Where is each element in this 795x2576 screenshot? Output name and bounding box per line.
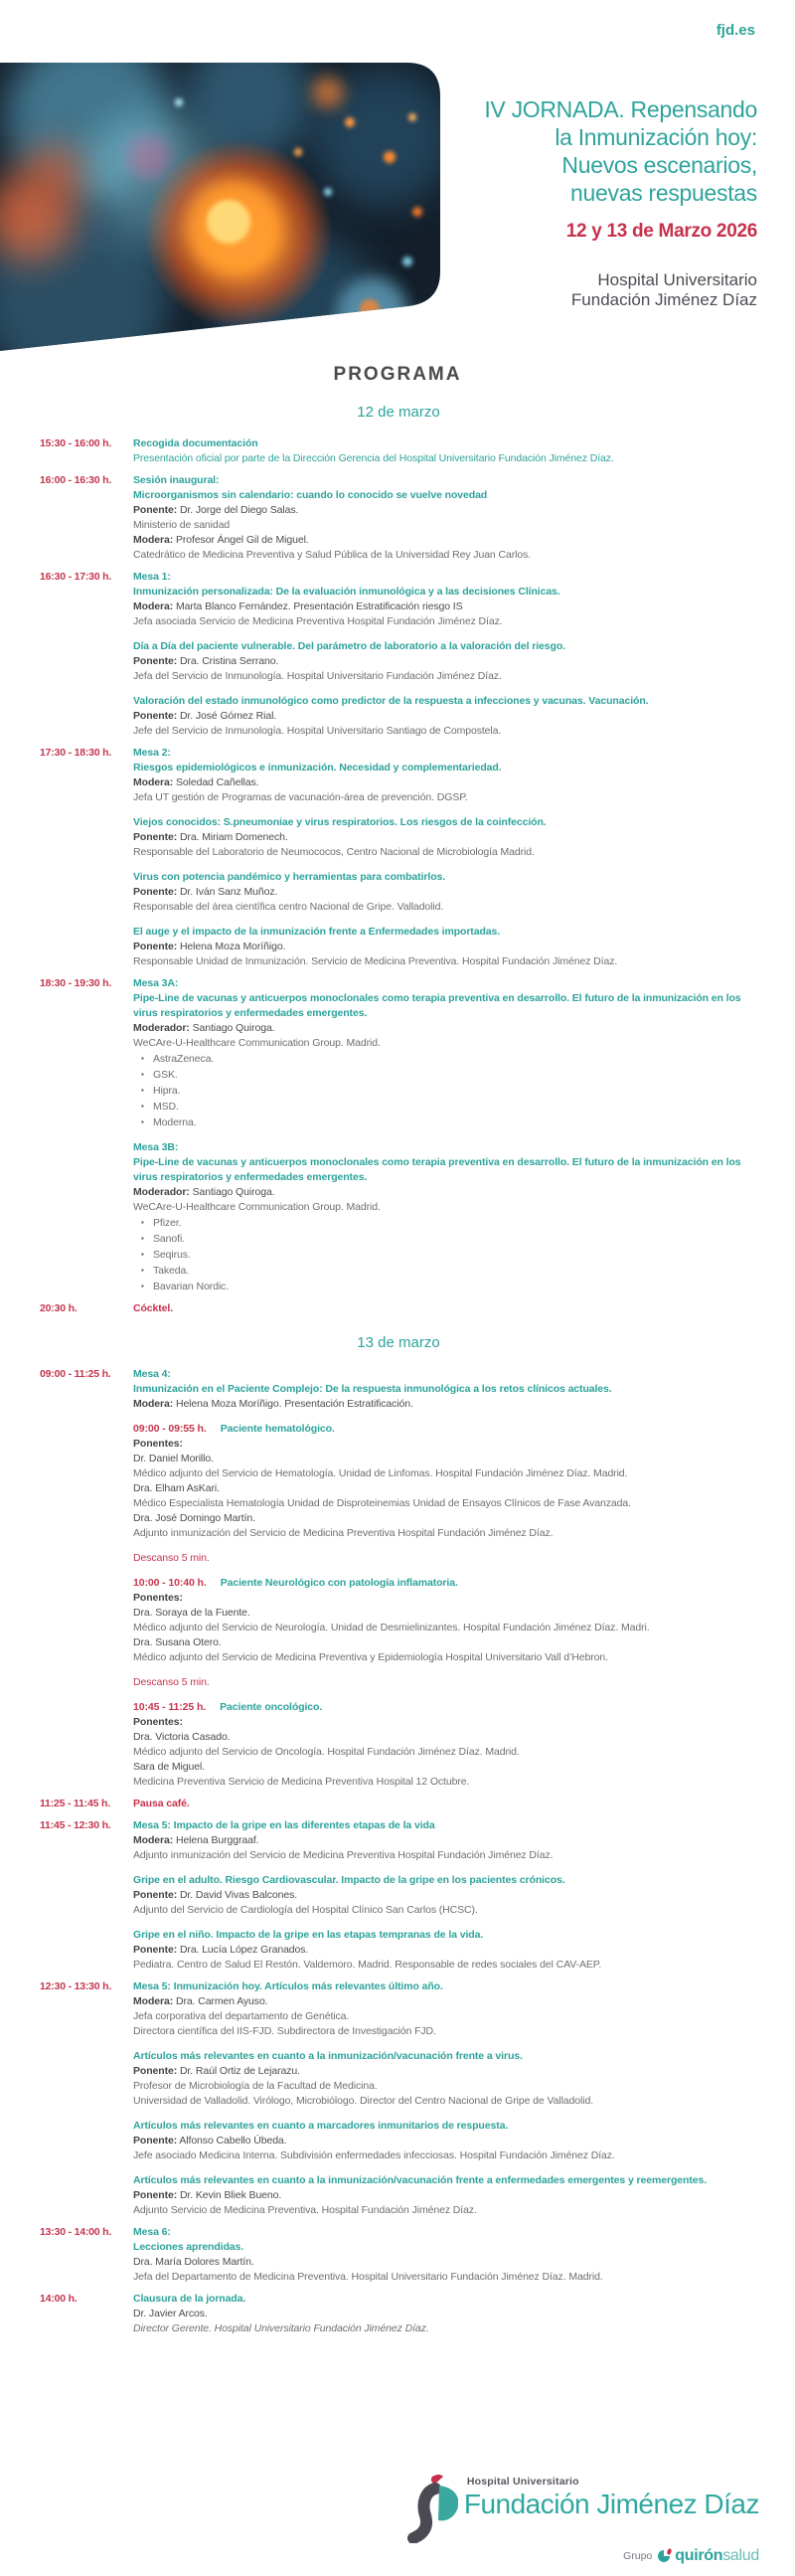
speaker-role-label: Ponente:	[133, 886, 178, 898]
session-row	[40, 2292, 757, 2336]
speaker-role-label: Moderador:	[133, 1022, 190, 1034]
affiliation-line: Médico adjunto del Servicio de Hematología. Unidad de Linfomas. Hospital Fundación Jiménez Díaz. Madrid.	[133, 1467, 628, 1479]
session-content	[133, 570, 757, 739]
speaker-role-label: Ponente:	[133, 2135, 178, 2147]
affiliation-line: Medicina Preventiva Servicio de Medicina Preventiva Hospital 12 Octubre.	[133, 1776, 470, 1788]
sponsor-name: Pfizer.	[153, 1217, 182, 1229]
affiliation-line: Jefa del Servicio de Inmunología. Hospital Universitario Fundación Jiménez Díaz.	[133, 670, 502, 682]
session-topic: Mesa 5: Inmunización hoy. Artículos más relevantes último año.	[133, 1980, 443, 1992]
session-content	[133, 1818, 757, 1973]
session-time: 14:00 h.	[40, 2293, 78, 2305]
speaker-name: Dr. Javier Arcos.	[133, 2308, 208, 2319]
session-time: 13:30 - 14:00 h.	[40, 2226, 112, 2238]
session-topic: Lecciones aprendidas.	[133, 2241, 244, 2253]
sponsor-name: Takeda.	[153, 1265, 190, 1277]
program-heading: PROGRAMA	[333, 364, 462, 385]
sub-session	[133, 1422, 757, 1437]
affiliation-line: Médico adjunto del Servicio de Oncología. Hospital Fundación Jiménez Díaz. Madrid.	[133, 1746, 520, 1758]
bullet-icon: ▪	[141, 1117, 144, 1126]
group-brand-bold: quirón	[675, 2547, 723, 2564]
organizer-line-1: Hospital Universitario	[597, 270, 757, 289]
affiliation-line: Adjunto inmunización del Servicio de Medicina Preventiva Hospital Fundación Jiménez Díaz.	[133, 1527, 554, 1539]
session-row	[40, 1301, 757, 1316]
sponsor-bullet	[133, 1051, 757, 1067]
session-topic: Inmunización personalizada: De la evaluación inmunológica y a las decisiones Clínicas.	[133, 586, 560, 598]
session-row	[40, 1367, 757, 1790]
event-header	[419, 95, 757, 310]
speaker-name: Dra. José Domingo Martín.	[133, 1512, 255, 1524]
session-row	[40, 570, 757, 739]
session-content	[133, 473, 757, 563]
bullet-icon: ▪	[141, 1218, 144, 1227]
affiliation-line: Adjunto del Servicio de Cardiología del Hospital Clínico San Carlos (HCSC).	[133, 1904, 478, 1916]
speaker-role-label: Ponente:	[133, 504, 178, 516]
sponsor-bullet	[133, 1099, 757, 1115]
title-line-1: IV JORNADA. Repensando	[484, 96, 757, 122]
session-topic: Viejos conocidos: S.pneumoniae y virus respiratorios. Los riesgos de la coinfección.	[133, 816, 547, 828]
footer	[402, 2472, 759, 2565]
speaker-line: Ponente: Dr. Jorge del Diego Salas.	[133, 504, 299, 516]
bullet-icon: ▪	[141, 1070, 144, 1079]
speaker-line: Ponente: Dr. David Vivas Balcones.	[133, 1889, 298, 1901]
speaker-role-label: Modera:	[133, 776, 174, 788]
sponsor-bullet	[133, 1231, 757, 1247]
speaker-line: Moderador: Santiago Quiroga.	[133, 1022, 275, 1034]
session-topic: Inmunización en el Paciente Complejo: De la respuesta inmunológica a los retos clínicos actuales.	[133, 1383, 612, 1395]
session-row	[40, 1979, 757, 2218]
affiliation-line: Director Gerente. Hospital Universitario Fundación Jiménez Díaz.	[133, 2322, 429, 2334]
session-topic: Mesa 5: Impacto de la gripe en las diferentes etapas de la vida	[133, 1819, 435, 1831]
session-topic: Gripe en el adulto. Riesgo Cardiovascular. Impacto de la gripe en los pacientes crónicos.	[133, 1874, 565, 1886]
bullet-icon: ▪	[141, 1234, 144, 1243]
title-line-4: nuevas respuestas	[570, 180, 757, 206]
event-title	[419, 95, 757, 207]
session-time: 09:00 - 11:25 h.	[40, 1368, 111, 1380]
speaker-line: Ponente: Helena Moza Moríñigo.	[133, 941, 286, 952]
sponsor-name: MSD.	[153, 1101, 179, 1113]
speaker-line: Ponente: Dr. Iván Sanz Muñoz.	[133, 886, 278, 898]
header	[0, 0, 795, 350]
affiliation-line: Directora científica del IIS-FJD. Subdirectora de Investigación FJD.	[133, 2025, 436, 2037]
session-topic: Sesión inaugural:	[133, 474, 220, 486]
fjd-logo-icon	[402, 2472, 458, 2543]
session-topic: Riesgos epidemiológicos e inmunización. Necesidad y complementariedad.	[133, 762, 502, 773]
sub-session	[133, 1576, 757, 1591]
affiliation-line: Catedrático de Medicina Preventiva y Salud Pública de la Universidad Rey Juan Carlos.	[133, 549, 532, 561]
session-title-red: Cócktel.	[133, 1302, 174, 1314]
session-topic: Mesa 1:	[133, 571, 171, 583]
ponentes-label: Ponentes:	[133, 1716, 183, 1728]
ponentes-label: Ponentes:	[133, 1438, 183, 1450]
group-brand	[623, 2547, 759, 2565]
title-line-2: la Inmunización hoy:	[555, 124, 757, 150]
speaker-role-label: Ponente:	[133, 2189, 178, 2201]
affiliation-line: Jefa UT gestión de Programas de vacunación-área de prevención. DGSP.	[133, 791, 468, 803]
session-topic: Microorganismos sin calendario: cuando lo conocido se vuelve novedad	[133, 489, 488, 501]
sub-session-title: Paciente oncológico.	[220, 1701, 323, 1713]
footer-logo-top: Hospital Universitario	[466, 2476, 579, 2488]
sponsor-name: Bavarian Nordic.	[153, 1281, 230, 1292]
sub-session-title: Paciente hematológico.	[220, 1423, 335, 1435]
session-topic: Pipe-Line de vacunas y anticuerpos monoclonales como terapia preventiva en desarrollo. El futuro de la inmunización en los virus respiratorios y enfermedades emergentes.	[133, 1156, 741, 1183]
affiliation-line: WeCAre-U-Healthcare Communication Group. Madrid.	[133, 1201, 381, 1213]
group-brand-light: salud	[722, 2547, 759, 2564]
affiliation-line: Jefa asociada Servicio de Medicina Preventiva Hospital Fundación Jiménez Díaz.	[133, 615, 503, 627]
speaker-role-label: Ponente:	[133, 710, 178, 722]
speaker-name: Dra. María Dolores Martín.	[133, 2256, 254, 2268]
speaker-line: Modera: Helena Burggraaf.	[133, 1834, 259, 1846]
session-content	[133, 1979, 757, 2218]
sub-session-title: Paciente Neurológico con patología inflamatoria.	[220, 1577, 458, 1589]
sponsor-bullet	[133, 1263, 757, 1279]
session-row	[40, 746, 757, 969]
session-topic: El auge y el impacto de la inmunización frente a Enfermedades importadas.	[133, 926, 501, 938]
speaker-line: Ponente: Dr. Kevin Bliek Bueno.	[133, 2189, 282, 2201]
session-row	[40, 436, 757, 466]
affiliation-line: Jefe asociado Medicina Interna. Subdivisión enfermedades infecciosas. Hospital Fundación Jiménez Díaz.	[133, 2149, 615, 2161]
session-content	[133, 1367, 757, 1790]
sponsor-name: AstraZeneca.	[153, 1053, 215, 1065]
sponsor-bullet	[133, 1083, 757, 1099]
speaker-line: Ponente: Alfonso Cabello Úbeda.	[133, 2135, 287, 2147]
bullet-icon: ▪	[141, 1102, 144, 1111]
bullet-icon: ▪	[141, 1054, 144, 1063]
session-content	[133, 746, 757, 969]
bullet-icon: ▪	[141, 1266, 144, 1275]
session-content	[133, 1301, 757, 1316]
speaker-role-label: Ponente:	[133, 1944, 178, 1956]
bullet-icon: ▪	[141, 1282, 144, 1290]
session-row	[40, 2225, 757, 2285]
session-time: 17:30 - 18:30 h.	[40, 747, 112, 759]
affiliation-line: Profesor de Microbiología de la Facultad de Medicina.	[133, 2080, 378, 2092]
sponsor-name: Sanofi.	[153, 1233, 185, 1245]
session-content	[133, 976, 757, 1294]
session-time: 11:25 - 11:45 h.	[40, 1798, 110, 1809]
speaker-line: Ponente: Dr. Raúl Ortiz de Lejarazu.	[133, 2065, 300, 2077]
session-topic: Artículos más relevantes en cuanto a la inmunización/vacunación frente a virus.	[133, 2050, 523, 2062]
session-topic: Mesa 3A:	[133, 977, 179, 989]
speaker-name: Dra. Soraya de la Fuente.	[133, 1607, 250, 1619]
session-topic: Mesa 2:	[133, 747, 171, 759]
session-description: Presentación oficial por parte de la Dirección Gerencia del Hospital Universitario Fundación Jiménez Díaz.	[133, 452, 614, 464]
quironsalud-logo-icon	[658, 2548, 673, 2564]
speaker-line: Modera: Profesor Ángel Gil de Miguel.	[133, 534, 309, 546]
speaker-line: Modera: Dra. Carmen Ayuso.	[133, 1995, 268, 2007]
session-topic: Valoración del estado inmunológico como predictor de la respuesta a infecciones y vacunas. Vacunación.	[133, 695, 649, 707]
affiliation-line: Médico adjunto del Servicio de Medicina Preventiva y Epidemiología Hospital Universitario Vall d’Hebron.	[133, 1651, 608, 1663]
session-title-red: Pausa café.	[133, 1798, 190, 1809]
speaker-role-label: Modera:	[133, 1398, 174, 1410]
speaker-role-label: Ponente:	[133, 2065, 178, 2077]
day-heading: 13 de marzo	[357, 1334, 440, 1351]
title-line-3: Nuevos escenarios,	[561, 152, 757, 178]
affiliation-line: Responsable del Laboratorio de Neumococos, Centro Nacional de Microbiología Madrid.	[133, 846, 535, 858]
sponsor-bullet	[133, 1115, 757, 1130]
program-schedule	[0, 404, 795, 2336]
sub-session-time: 10:00 - 10:40 h.	[133, 1577, 207, 1589]
session-topic: Virus con potencia pandémico y herramientas para combatirlos.	[133, 871, 446, 883]
session-content	[133, 2225, 757, 2285]
affiliation-line: WeCAre-U-Healthcare Communication Group. Madrid.	[133, 1037, 381, 1049]
affiliation-line: Responsable del área científica centro Nacional de Gripe. Valladolid.	[133, 901, 444, 913]
session-time: 15:30 - 16:00 h.	[40, 437, 112, 449]
speaker-role-label: Modera:	[133, 1995, 174, 2007]
affiliation-line: Médico Especialista Hematología Unidad de Disproteinemias Unidad de Ensayos Clínicos de Fase Avanzada.	[133, 1497, 631, 1509]
speaker-line: Modera: Soledad Cañellas.	[133, 776, 259, 788]
session-row	[40, 1797, 757, 1811]
speaker-name: Dra. Elham AsKari.	[133, 1482, 220, 1494]
session-content	[133, 436, 757, 466]
session-topic: Mesa 4:	[133, 1368, 171, 1380]
speaker-line: Ponente: Dra. Lucía López Granados.	[133, 1944, 309, 1956]
group-label: Grupo	[623, 2550, 653, 2562]
affiliation-line: Responsable Unidad de Inmunización. Servicio de Medicina Preventiva. Hospital Fundación Jiménez Díaz.	[133, 955, 618, 967]
session-topic: Día a Día del paciente vulnerable. Del parámetro de laboratorio a la valoración del riesgo.	[133, 640, 565, 652]
speaker-line: Ponente: Dra. Cristina Serrano.	[133, 655, 279, 667]
affiliation-line: Pediatra. Centro de Salud El Restón. Valdemoro. Madrid. Responsable de redes sociales del CAV-AEP.	[133, 1959, 602, 1971]
speaker-role-label: Ponente:	[133, 941, 178, 952]
affiliation-line: Jefe del Servicio de Inmunología. Hospital Universitario Santiago de Compostela.	[133, 725, 502, 737]
website-link[interactable]: fjd.es	[716, 22, 755, 39]
sponsor-bullet	[133, 1067, 757, 1083]
session-content	[133, 1797, 757, 1811]
immune-cells-image	[0, 63, 440, 351]
affiliation-line: Universidad de Valladolid. Virólogo, Microbiólogo. Director del Centro Nacional de Gripe de Valladolid.	[133, 2095, 594, 2107]
session-topic: Mesa 3B:	[133, 1141, 179, 1153]
speaker-line: Moderador: Santiago Quiroga.	[133, 1186, 275, 1198]
session-topic: Artículos más relevantes en cuanto a la inmunización/vacunación frente a enfermedades emergentes y reemergentes.	[133, 2174, 708, 2186]
session-topic: Recogida documentación	[133, 437, 258, 449]
sponsor-name: Hipra.	[153, 1085, 181, 1097]
session-topic: Gripe en el niño. Impacto de la gripe en las etapas tempranas de la vida.	[133, 1929, 484, 1941]
session-topic: Clausura de la jornada.	[133, 2293, 246, 2305]
speaker-role-label: Moderador:	[133, 1186, 190, 1198]
speaker-line: Ponente: Dra. Miriam Domenech.	[133, 831, 288, 843]
speaker-role-label: Modera:	[133, 1834, 174, 1846]
sponsor-bullet	[133, 1279, 757, 1294]
organizer-line-2: Fundación Jiménez Díaz	[570, 290, 757, 309]
ponentes-label: Ponentes:	[133, 1592, 183, 1604]
speaker-line: Ponente: Dr. José Gómez Rial.	[133, 710, 277, 722]
session-time: 20:30 h.	[40, 1302, 78, 1314]
session-row	[40, 976, 757, 1294]
speaker-role-label: Ponente:	[133, 655, 178, 667]
speaker-role-label: Modera:	[133, 534, 174, 546]
sponsor-name: Moderna.	[153, 1116, 197, 1128]
speaker-name: Dra. Susana Otero.	[133, 1636, 222, 1648]
session-time: 11:45 - 12:30 h.	[40, 1819, 111, 1831]
day-heading: 12 de marzo	[357, 404, 440, 421]
sponsor-name: Seqirus.	[153, 1249, 191, 1261]
sponsor-name: GSK.	[153, 1069, 178, 1081]
session-row	[40, 473, 757, 563]
speaker-line: Modera: Marta Blanco Fernández. Presentación Estratificación riesgo IS	[133, 601, 463, 612]
affiliation-line: Ministerio de sanidad	[133, 519, 231, 531]
speaker-name: Dr. Daniel Morillo.	[133, 1453, 214, 1464]
affiliation-line: Jefa corporativa del departamento de Genética.	[133, 2010, 350, 2022]
sub-session-time: 10:45 - 11:25 h.	[133, 1701, 207, 1713]
organizer	[419, 270, 757, 310]
affiliation-line: Adjunto Servicio de Medicina Preventiva. Hospital Fundación Jiménez Díaz.	[133, 2204, 477, 2216]
session-topic: Mesa 6:	[133, 2226, 171, 2238]
speaker-name: Sara de Miguel.	[133, 1761, 206, 1773]
speaker-role-label: Ponente:	[133, 1889, 178, 1901]
affiliation-line: Jefa del Departamento de Medicina Preventiva. Hospital Universitario Fundación Jiménez Díaz. Madrid.	[133, 2271, 603, 2283]
break-label: Descanso 5 min.	[133, 1552, 210, 1564]
session-time: 16:30 - 17:30 h.	[40, 571, 112, 583]
footer-logo-main: Fundación Jiménez Díaz	[463, 2489, 759, 2519]
session-topic: Pipe-Line de vacunas y anticuerpos monoclonales como terapia preventiva en desarrollo. El futuro de la inmunización en los virus respiratorios y enfermedades emergentes.	[133, 992, 741, 1019]
bullet-icon: ▪	[141, 1250, 144, 1259]
affiliation-line: Médico adjunto del Servicio de Neurología. Unidad de Desmielinizantes. Hospital Fundación Jiménez Díaz. Madri.	[133, 1622, 650, 1633]
sub-session-time: 09:00 - 09:55 h.	[133, 1423, 207, 1435]
sponsor-bullet	[133, 1215, 757, 1231]
speaker-role-label: Modera:	[133, 601, 174, 612]
speaker-line: Modera: Helena Moza Moríñigo. Presentación Estratificación.	[133, 1398, 413, 1410]
session-time: 16:00 - 16:30 h.	[40, 474, 112, 486]
session-time: 18:30 - 19:30 h.	[40, 977, 112, 989]
session-topic: Artículos más relevantes en cuanto a marcadores inmunitarios de respuesta.	[133, 2120, 509, 2132]
session-time: 12:30 - 13:30 h.	[40, 1980, 112, 1992]
break-label: Descanso 5 min.	[133, 1676, 210, 1688]
bullet-icon: ▪	[141, 1086, 144, 1095]
sub-session	[133, 1700, 757, 1715]
speaker-role-label: Ponente:	[133, 831, 178, 843]
session-content	[133, 2292, 757, 2336]
sponsor-bullet	[133, 1247, 757, 1263]
speaker-name: Dra. Victoria Casado.	[133, 1731, 231, 1743]
affiliation-line: Adjunto inmunización del Servicio de Medicina Preventiva Hospital Fundación Jiménez Díaz.	[133, 1849, 554, 1861]
session-row	[40, 1818, 757, 1973]
event-dates: 12 y 13 de Marzo 2026	[565, 221, 757, 242]
